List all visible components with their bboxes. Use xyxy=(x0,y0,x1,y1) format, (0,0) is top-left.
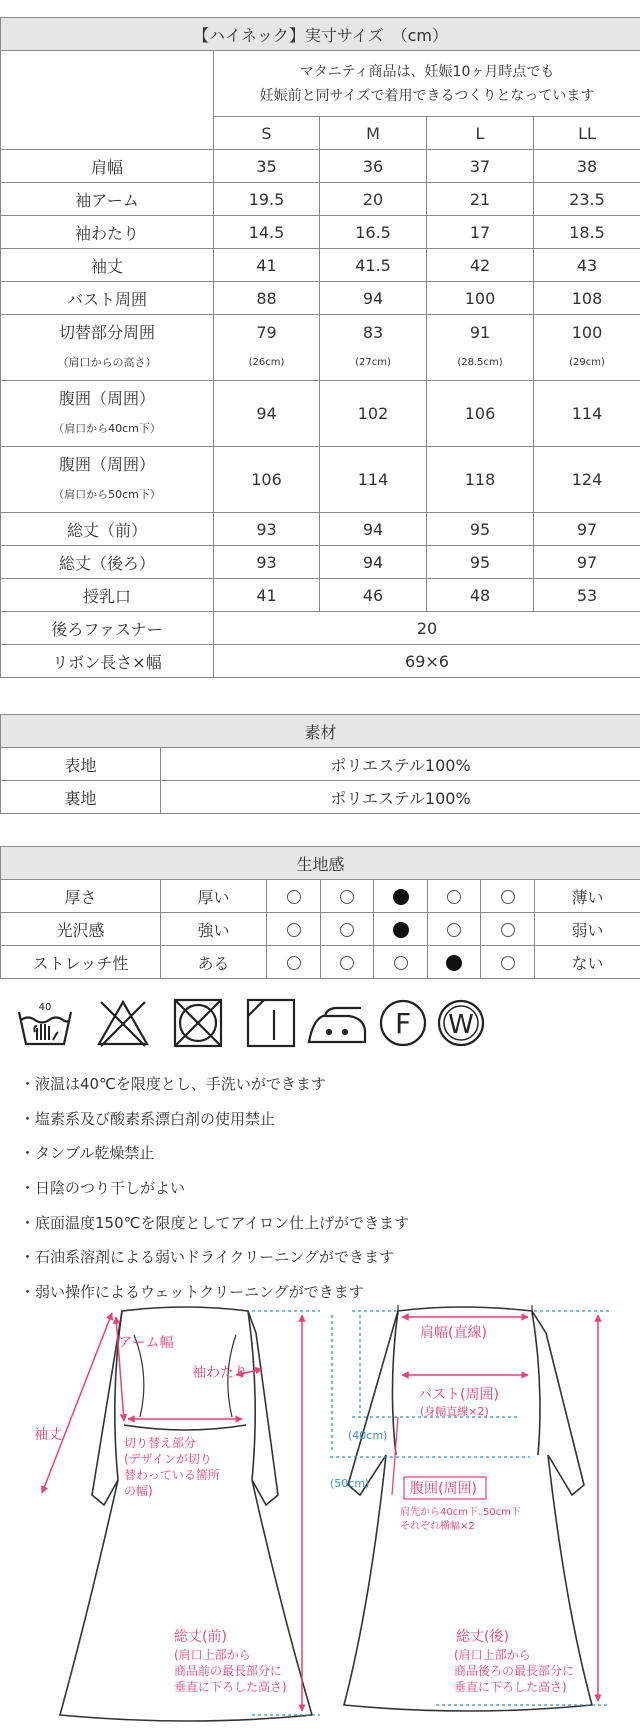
scale-cell xyxy=(428,913,481,946)
cell: 20 xyxy=(320,183,427,216)
scale-cell xyxy=(481,913,535,946)
row-label: 総丈（後ろ） xyxy=(1,546,214,579)
row-label: 肩幅 xyxy=(1,150,214,183)
row-label xyxy=(1,381,214,447)
cell xyxy=(320,315,427,381)
total-back-line: 垂直に下ろした高さ) xyxy=(454,1680,567,1694)
cell: 94 xyxy=(320,546,427,579)
cell: 38 xyxy=(534,150,640,183)
scale-cell xyxy=(481,880,535,913)
row-label: 袖アーム xyxy=(1,183,214,216)
scale-dot xyxy=(393,922,409,938)
scale-dot xyxy=(501,956,515,970)
scale-dot xyxy=(446,955,462,971)
cell: 124 xyxy=(534,447,640,513)
list-item: ・タンブル乾燥禁止 xyxy=(20,1144,155,1163)
cell: 100 xyxy=(427,282,534,315)
cell: 14.5 xyxy=(214,216,320,249)
cell-main: 83 xyxy=(362,322,384,342)
cell: 106 xyxy=(427,381,534,447)
cell: 53 xyxy=(534,579,640,612)
scale-cell xyxy=(267,946,321,979)
cell-main: 91 xyxy=(469,322,491,342)
label-shoulder-width: 肩幅(直線) xyxy=(420,1325,487,1341)
scale-right-label: ない xyxy=(535,946,640,979)
cell-main: 100 xyxy=(571,322,603,342)
scale-cell xyxy=(321,913,374,946)
table-row xyxy=(1,447,640,513)
table-row xyxy=(1,546,640,579)
total-front-line: 垂直に下ろした高さ) xyxy=(174,1680,287,1694)
cell-sub: (27cm) xyxy=(355,356,391,368)
table-row xyxy=(1,913,640,946)
row-label-sub: （肩口から40cm下） xyxy=(53,421,161,435)
switch-part-line: の幅) xyxy=(124,1484,153,1498)
label-50cm: (50cm) xyxy=(330,1477,370,1490)
cell: 95 xyxy=(427,546,534,579)
total-front-line: (肩口上部から xyxy=(174,1648,251,1662)
list-item: ・弱い操作によるウェットクリーニングができます xyxy=(20,1283,364,1302)
cell: 93 xyxy=(214,546,320,579)
row-label: 袖わたり xyxy=(1,216,214,249)
table-row xyxy=(1,282,640,315)
cell: 16.5 xyxy=(320,216,427,249)
row-label: バスト周囲 xyxy=(1,282,214,315)
row-label: 厚さ xyxy=(1,880,161,913)
scale-dot xyxy=(287,890,301,904)
total-back-line: 商品後ろの最長部分に xyxy=(454,1664,575,1678)
cell: 43 xyxy=(534,249,640,282)
list-item: ・塩素系及び酸素系漂白剤の使用禁止 xyxy=(20,1109,276,1128)
scale-left-label: 強い xyxy=(161,913,267,946)
table-row xyxy=(1,612,640,645)
cell: 20 xyxy=(214,612,640,645)
scale-left-label: 厚い xyxy=(161,880,267,913)
cell: 46 xyxy=(320,579,427,612)
scale-cell xyxy=(374,946,428,979)
scale-cell xyxy=(267,913,321,946)
row-label xyxy=(1,315,214,381)
no-tumble-dry-icon xyxy=(175,1000,221,1046)
table-row xyxy=(1,880,640,913)
cell: ポリエステル100% xyxy=(161,781,640,814)
cell: 88 xyxy=(214,282,320,315)
size-header: S xyxy=(214,117,320,150)
cell: 35 xyxy=(214,150,320,183)
scale-cell xyxy=(321,880,374,913)
row-label: ストレッチ性 xyxy=(1,946,161,979)
cell-sub: (28.5cm) xyxy=(457,356,503,368)
care-icons xyxy=(15,996,495,1052)
cell: 93 xyxy=(214,513,320,546)
size-table xyxy=(0,17,640,678)
table-row xyxy=(1,946,640,979)
cell xyxy=(427,315,534,381)
cell: 19.5 xyxy=(214,183,320,216)
row-label: 総丈（前） xyxy=(1,513,214,546)
cell: 97 xyxy=(534,513,640,546)
cell: 21 xyxy=(427,183,534,216)
table-row xyxy=(1,216,640,249)
table-row xyxy=(1,150,640,183)
cell: 48 xyxy=(427,579,534,612)
table-row xyxy=(1,183,640,216)
row-label-main: 腹囲（周囲） xyxy=(58,454,155,474)
cell: 102 xyxy=(320,381,427,447)
cell-sub: (26cm) xyxy=(248,356,285,368)
total-front-line: 商品前の最長部分に xyxy=(174,1664,283,1678)
size-table-corner xyxy=(1,51,214,150)
list-item: ・石油系溶剤による弱いドライクリーニングができます xyxy=(20,1248,394,1267)
cell: 42 xyxy=(427,249,534,282)
table-row xyxy=(1,781,640,814)
dry-clean-f-icon xyxy=(381,1001,425,1045)
scale-dot xyxy=(287,923,301,937)
scale-right-label: 弱い xyxy=(535,913,640,946)
label-bust-note: (身幅直線×2) xyxy=(420,1405,489,1418)
label-bust: バスト(周囲) xyxy=(418,1387,499,1403)
cell xyxy=(214,315,320,381)
hand-wash-40-icon xyxy=(19,1002,71,1044)
wet-clean-w-icon xyxy=(439,1001,483,1045)
scale-dot xyxy=(394,956,408,970)
scale-dot xyxy=(340,956,354,970)
cell: 17 xyxy=(427,216,534,249)
scale-dot xyxy=(340,923,354,937)
scale-dot xyxy=(447,923,461,937)
scale-dot xyxy=(501,923,515,937)
texture-title: 生地感 xyxy=(1,847,640,880)
maternity-note-line-1: マタニティ商品は、妊娠10ヶ月時点でも xyxy=(299,63,555,80)
table-row xyxy=(1,513,640,546)
scale-dot xyxy=(501,890,515,904)
table-row xyxy=(1,381,640,447)
label-waist-note: それぞれ横幅×2 xyxy=(400,1521,475,1532)
cell: 94 xyxy=(320,282,427,315)
row-label: 袖丈 xyxy=(1,249,214,282)
cell: 94 xyxy=(214,381,320,447)
scale-cell xyxy=(267,880,321,913)
row-label xyxy=(1,447,214,513)
row-label-sub: （肩口から50cm下） xyxy=(53,487,161,501)
maternity-note-line-2: 妊娠前と同サイズで着用できるつくりとなっています xyxy=(259,87,595,104)
total-back-title: 総丈(後) xyxy=(456,1629,509,1645)
scale-dot xyxy=(287,956,301,970)
switch-part-line: 替わっている箇所 xyxy=(124,1468,220,1482)
row-label-sub: （肩口からの高さ） xyxy=(57,355,157,369)
size-header: M xyxy=(320,117,427,150)
size-header: LL xyxy=(534,117,640,150)
scale-cell xyxy=(374,880,428,913)
cell: 69×6 xyxy=(214,645,640,678)
list-item: ・底面温度150℃を限度としてアイロン仕上げができます xyxy=(20,1213,410,1232)
row-label: 表地 xyxy=(1,748,161,781)
list-item: ・液温は40℃を限度とし、手洗いができます xyxy=(20,1075,326,1093)
table-row xyxy=(1,645,640,678)
scale-cell xyxy=(321,946,374,979)
row-label: 授乳口 xyxy=(1,579,214,612)
scale-cell xyxy=(374,913,428,946)
cell: 114 xyxy=(534,381,640,447)
table-row xyxy=(1,249,640,282)
scale-cell xyxy=(428,946,481,979)
size-header: L xyxy=(427,117,534,150)
table-row xyxy=(1,579,640,612)
cell-main: 79 xyxy=(256,322,277,342)
material-title: 素材 xyxy=(1,715,640,748)
scale-cell xyxy=(428,880,481,913)
cell xyxy=(534,315,640,381)
scale-left-label: ある xyxy=(161,946,267,979)
cell: 41 xyxy=(214,579,320,612)
scale-dot xyxy=(393,889,409,905)
table-row xyxy=(1,315,640,381)
list-item: ・日陰のつり干しがよい xyxy=(20,1179,186,1198)
care-instructions xyxy=(20,1067,409,1310)
texture-table xyxy=(0,846,640,979)
cell-sub: (29cm) xyxy=(569,356,605,368)
cell: 18.5 xyxy=(534,216,640,249)
table-row xyxy=(1,748,640,781)
row-label: 光沢感 xyxy=(1,913,161,946)
wet-clean-letter: W xyxy=(448,1010,474,1040)
label-waist: 腹囲(周囲) xyxy=(410,1481,477,1497)
row-label: リボン長さ×幅 xyxy=(1,645,214,678)
cell: 23.5 xyxy=(534,183,640,216)
row-label: 後ろファスナー xyxy=(1,612,214,645)
maternity-note xyxy=(214,51,640,117)
dry-clean-letter: F xyxy=(394,1007,412,1040)
label-waist-note: 肩先から40cm下､50cm下 xyxy=(400,1507,521,1518)
shade-line-dry-icon xyxy=(248,1000,294,1046)
no-bleach-icon xyxy=(99,1002,147,1046)
scale-dot xyxy=(447,890,461,904)
cell: 36 xyxy=(320,150,427,183)
scale-dot xyxy=(340,890,354,904)
cell: 106 xyxy=(214,447,320,513)
scale-cell xyxy=(481,946,535,979)
cell: 97 xyxy=(534,546,640,579)
label-40cm: (40cm) xyxy=(348,1429,388,1442)
label-sleeve-width: 袖わたり xyxy=(192,1365,248,1381)
cell: 108 xyxy=(534,282,640,315)
cell: 41.5 xyxy=(320,249,427,282)
cell: 95 xyxy=(427,513,534,546)
material-table xyxy=(0,714,640,814)
measurement-diagram xyxy=(0,1305,640,1733)
label-arm-width: アーム幅 xyxy=(118,1335,174,1351)
row-label: 裏地 xyxy=(1,781,161,814)
row-label-main: 腹囲（周囲） xyxy=(58,388,155,408)
row-label-main: 切替部分周囲 xyxy=(58,322,155,342)
scale-right-label: 薄い xyxy=(535,880,640,913)
iron-medium-icon xyxy=(309,1008,365,1042)
cell: 41 xyxy=(214,249,320,282)
wash-temp-text: 40 xyxy=(38,1002,52,1013)
cell: 114 xyxy=(320,447,427,513)
switch-part-line: 切り替え部分 xyxy=(124,1436,197,1450)
cell: 118 xyxy=(427,447,534,513)
label-sleeve-length: 袖丈 xyxy=(34,1427,62,1443)
size-table-title: 【ハイネック】実寸サイズ （cm） xyxy=(1,18,640,51)
cell: ポリエステル100% xyxy=(161,748,640,781)
total-back-line: (肩口上部から xyxy=(454,1648,531,1662)
cell: 94 xyxy=(320,513,427,546)
total-front-title: 総丈(前) xyxy=(174,1629,227,1645)
switch-part-line: (デザインが切り xyxy=(124,1452,212,1466)
cell: 37 xyxy=(427,150,534,183)
